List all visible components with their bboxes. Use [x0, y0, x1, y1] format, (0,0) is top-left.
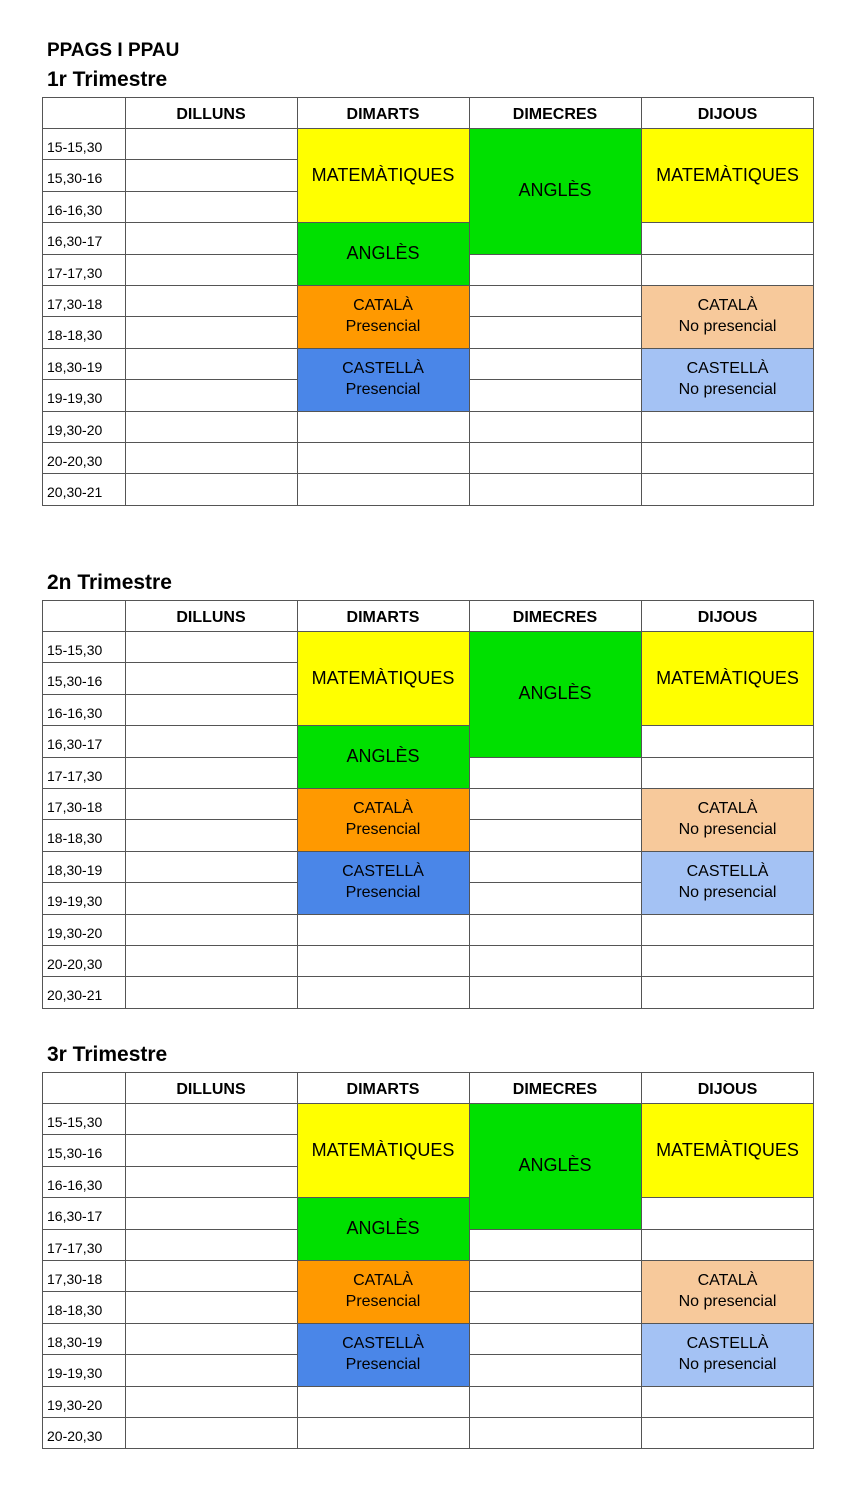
grid-line	[469, 1072, 470, 1449]
subject-label: MATEMÀTIQUES	[656, 1139, 799, 1160]
grid-line	[469, 1354, 641, 1355]
subject-label: ANGLÈS	[346, 1218, 420, 1239]
grid-line	[469, 1417, 641, 1418]
grid-line	[297, 1417, 469, 1418]
subject-label: CASTELLÀ	[342, 1335, 424, 1353]
grid-line	[42, 600, 814, 601]
grid-line	[125, 600, 126, 1009]
grid-line	[641, 600, 642, 1009]
grid-line	[42, 882, 125, 883]
time-slot-label: 20,30-21	[47, 484, 103, 500]
grid-line	[297, 285, 469, 286]
grid-line	[42, 662, 125, 663]
subject-label: CASTELLÀ	[342, 360, 424, 378]
grid-line	[125, 473, 297, 474]
grid-line	[42, 914, 125, 915]
grid-line	[125, 191, 297, 192]
trimester-title: 3r Trimestre	[47, 1043, 168, 1066]
time-slot-label: 15-15,30	[47, 139, 103, 155]
grid-line	[469, 442, 641, 443]
grid-line	[42, 1417, 125, 1418]
grid-line	[125, 694, 297, 695]
grid-line	[297, 1323, 469, 1324]
grid-line	[297, 1386, 469, 1387]
subject-block	[469, 1103, 641, 1229]
grid-line	[641, 1229, 814, 1230]
subject-block	[297, 1103, 469, 1197]
grid-line	[125, 254, 297, 255]
subject-block	[641, 788, 814, 851]
subject-label: No presencial	[678, 821, 777, 839]
grid-line	[469, 882, 641, 883]
grid-line	[641, 222, 814, 223]
subject-label: CATALÀ	[697, 1272, 758, 1290]
day-header: DIJOUS	[697, 1081, 758, 1098]
grid-line	[125, 757, 297, 758]
grid-line	[641, 757, 814, 758]
grid-line	[125, 1260, 297, 1261]
time-slot-label: 18-18,30	[47, 327, 103, 343]
time-slot-label: 18,30-19	[47, 862, 103, 878]
subject-block	[641, 631, 814, 725]
grid-line	[469, 851, 641, 852]
subject-block	[297, 1260, 469, 1323]
subject-block	[469, 128, 641, 254]
subject-block	[641, 1323, 814, 1386]
day-header: DILLUNS	[176, 1081, 246, 1098]
grid-line	[42, 631, 814, 632]
grid-line	[42, 788, 125, 789]
trimester-title: 1r Trimestre	[47, 68, 168, 91]
grid-line	[469, 945, 641, 946]
grid-line	[125, 1072, 126, 1449]
subject-block	[641, 1260, 814, 1323]
subject-block	[641, 128, 814, 222]
grid-line	[297, 945, 469, 946]
grid-line	[42, 757, 125, 758]
grid-line	[297, 1260, 469, 1261]
subject-label: CATALÀ	[697, 800, 758, 818]
grid-line	[125, 159, 297, 160]
grid-line	[641, 285, 814, 286]
grid-line	[641, 442, 814, 443]
subject-label: ANGLÈS	[518, 180, 592, 201]
grid-line	[42, 725, 125, 726]
grid-line	[297, 411, 469, 412]
grid-line	[125, 348, 297, 349]
grid-line	[469, 1229, 641, 1230]
day-header: DIMECRES	[512, 1081, 598, 1098]
grid-line	[297, 348, 469, 349]
subject-label: ANGLÈS	[346, 243, 420, 264]
grid-line	[469, 914, 641, 915]
grid-line	[125, 411, 297, 412]
grid-line	[42, 254, 125, 255]
grid-line	[469, 285, 641, 286]
subject-label: MATEMÀTIQUES	[311, 1139, 455, 1160]
grid-line	[469, 411, 641, 412]
grid-line	[125, 97, 126, 506]
grid-line	[125, 851, 297, 852]
grid-line	[297, 725, 469, 726]
grid-line	[469, 1260, 641, 1261]
grid-line	[469, 316, 641, 317]
grid-line	[125, 1166, 297, 1167]
subject-label: No presencial	[678, 1356, 777, 1374]
grid-line	[469, 97, 470, 506]
grid-line	[42, 442, 125, 443]
grid-line	[469, 1323, 641, 1324]
time-slot-label: 18,30-19	[47, 1334, 103, 1350]
time-slot-label: 17-17,30	[47, 265, 103, 281]
grid-line	[42, 819, 125, 820]
grid-line	[641, 411, 814, 412]
day-header: DIMARTS	[346, 1081, 420, 1098]
time-slot-label: 19,30-20	[47, 925, 103, 941]
grid-line	[641, 788, 814, 789]
grid-line	[42, 473, 125, 474]
time-slot-label: 15,30-16	[47, 170, 103, 186]
grid-line	[125, 1417, 297, 1418]
grid-line	[469, 254, 641, 255]
grid-line	[42, 1166, 125, 1167]
grid-line	[125, 976, 297, 977]
grid-line	[42, 348, 125, 349]
grid-line	[297, 600, 298, 1009]
subject-label: MATEMÀTIQUES	[656, 667, 799, 688]
grid-line	[125, 882, 297, 883]
subject-block	[297, 1197, 469, 1260]
time-slot-label: 15-15,30	[47, 642, 103, 658]
grid-line	[641, 473, 814, 474]
grid-line	[125, 1354, 297, 1355]
grid-line	[42, 191, 125, 192]
grid-line	[125, 1386, 297, 1387]
grid-line	[125, 222, 297, 223]
time-slot-label: 19-19,30	[47, 1365, 103, 1381]
time-slot-label: 20-20,30	[47, 453, 103, 469]
subject-label: MATEMÀTIQUES	[311, 164, 455, 185]
grid-line	[125, 1291, 297, 1292]
subject-label: CASTELLÀ	[342, 863, 424, 881]
grid-line	[42, 1448, 814, 1449]
schedule-table	[42, 600, 814, 1009]
time-slot-label: 18,30-19	[47, 359, 103, 375]
time-slot-label: 16-16,30	[47, 202, 103, 218]
subject-label: Presencial	[345, 884, 421, 902]
grid-line	[42, 851, 125, 852]
grid-line	[469, 788, 641, 789]
grid-line	[641, 1197, 814, 1198]
subject-block	[297, 348, 469, 411]
grid-line	[297, 1197, 469, 1198]
time-slot-label: 16,30-17	[47, 233, 103, 249]
subject-label: No presencial	[678, 318, 777, 336]
grid-line	[42, 1291, 125, 1292]
grid-line	[125, 1229, 297, 1230]
grid-line	[125, 788, 297, 789]
grid-line	[297, 851, 469, 852]
grid-line	[125, 1134, 297, 1135]
trimester-title: 2n Trimestre	[47, 571, 172, 594]
grid-line	[469, 757, 641, 758]
subject-block	[641, 285, 814, 348]
grid-line	[469, 976, 641, 977]
subject-label: ANGLÈS	[518, 1155, 592, 1176]
time-slot-label: 18-18,30	[47, 830, 103, 846]
grid-line	[641, 945, 814, 946]
subject-label: Presencial	[345, 318, 421, 336]
subject-label: Presencial	[345, 381, 421, 399]
grid-line	[813, 97, 814, 506]
grid-line	[42, 945, 125, 946]
day-header: DIMARTS	[346, 106, 420, 123]
grid-line	[125, 1323, 297, 1324]
subject-label: Presencial	[345, 1356, 421, 1374]
subject-block	[297, 725, 469, 788]
subject-block	[469, 631, 641, 757]
grid-line	[42, 1008, 814, 1009]
day-header: DIMECRES	[512, 609, 598, 626]
time-slot-label: 16,30-17	[47, 1208, 103, 1224]
grid-line	[297, 442, 469, 443]
grid-line	[42, 600, 43, 1009]
time-slot-label: 18-18,30	[47, 1302, 103, 1318]
grid-line	[42, 1323, 125, 1324]
page-title: PPAGS I PPAU	[47, 40, 180, 61]
schedule-table	[42, 1072, 814, 1449]
grid-line	[42, 316, 125, 317]
subject-block	[297, 222, 469, 285]
grid-line	[42, 1260, 125, 1261]
grid-line	[42, 1072, 814, 1073]
time-slot-label: 16,30-17	[47, 736, 103, 752]
grid-line	[641, 97, 642, 506]
grid-line	[42, 1103, 814, 1104]
subject-label: CATALÀ	[353, 800, 413, 818]
subject-label: No presencial	[678, 381, 777, 399]
subject-block	[297, 631, 469, 725]
grid-line	[297, 222, 469, 223]
grid-line	[125, 819, 297, 820]
subject-block	[297, 1323, 469, 1386]
subject-block	[297, 285, 469, 348]
subject-block	[641, 348, 814, 411]
grid-line	[641, 1323, 814, 1324]
grid-line	[641, 1072, 642, 1449]
time-slot-label: 16-16,30	[47, 1177, 103, 1193]
grid-line	[641, 914, 814, 915]
grid-line	[469, 1291, 641, 1292]
time-slot-label: 17,30-18	[47, 799, 103, 815]
subject-label: No presencial	[678, 1293, 777, 1311]
subject-block	[297, 128, 469, 222]
grid-line	[813, 600, 814, 1009]
grid-line	[297, 473, 469, 474]
subject-label: ANGLÈS	[518, 683, 592, 704]
subject-label: MATEMÀTIQUES	[311, 667, 455, 688]
grid-line	[641, 254, 814, 255]
subject-label: No presencial	[678, 884, 777, 902]
grid-line	[125, 442, 297, 443]
grid-line	[125, 379, 297, 380]
grid-line	[42, 222, 125, 223]
time-slot-label: 19,30-20	[47, 1397, 103, 1413]
subject-label: CATALÀ	[697, 297, 758, 315]
grid-line	[297, 97, 298, 506]
grid-line	[42, 1386, 125, 1387]
grid-line	[297, 788, 469, 789]
grid-line	[297, 1072, 298, 1449]
day-header: DIMECRES	[512, 106, 598, 123]
grid-line	[125, 945, 297, 946]
grid-line	[42, 505, 814, 506]
grid-line	[42, 1072, 43, 1449]
grid-line	[42, 1134, 125, 1135]
subject-block	[641, 851, 814, 914]
time-slot-label: 19,30-20	[47, 422, 103, 438]
grid-line	[469, 473, 641, 474]
grid-line	[125, 316, 297, 317]
grid-line	[297, 976, 469, 977]
time-slot-label: 20-20,30	[47, 956, 103, 972]
grid-line	[469, 600, 470, 1009]
grid-line	[42, 97, 43, 506]
grid-line	[641, 348, 814, 349]
time-slot-label: 17,30-18	[47, 296, 103, 312]
time-slot-label: 15-15,30	[47, 1114, 103, 1130]
time-slot-label: 20-20,30	[47, 1428, 103, 1444]
grid-line	[469, 1386, 641, 1387]
grid-line	[125, 725, 297, 726]
grid-line	[641, 725, 814, 726]
grid-line	[641, 1260, 814, 1261]
grid-line	[641, 1417, 814, 1418]
subject-label: CATALÀ	[353, 1272, 413, 1290]
grid-line	[42, 159, 125, 160]
subject-label: CASTELLÀ	[686, 863, 769, 881]
grid-line	[813, 1072, 814, 1449]
time-slot-label: 19-19,30	[47, 893, 103, 909]
grid-line	[469, 819, 641, 820]
day-header: DIJOUS	[697, 106, 758, 123]
grid-line	[641, 1386, 814, 1387]
time-slot-label: 17-17,30	[47, 768, 103, 784]
subject-label: Presencial	[345, 821, 421, 839]
grid-line	[42, 128, 814, 129]
grid-line	[42, 1197, 125, 1198]
day-header: DILLUNS	[176, 106, 246, 123]
grid-line	[641, 976, 814, 977]
grid-line	[641, 851, 814, 852]
grid-line	[42, 976, 125, 977]
subject-block	[297, 788, 469, 851]
schedule-table	[42, 97, 814, 506]
grid-line	[125, 662, 297, 663]
time-slot-label: 15,30-16	[47, 1145, 103, 1161]
grid-line	[42, 1354, 125, 1355]
time-slot-label: 16-16,30	[47, 705, 103, 721]
time-slot-label: 20,30-21	[47, 987, 103, 1003]
grid-line	[469, 348, 641, 349]
subject-label: ANGLÈS	[346, 746, 420, 767]
grid-line	[125, 914, 297, 915]
time-slot-label: 19-19,30	[47, 390, 103, 406]
grid-line	[469, 379, 641, 380]
grid-line	[125, 1197, 297, 1198]
grid-line	[42, 411, 125, 412]
grid-line	[297, 914, 469, 915]
subject-block	[641, 1103, 814, 1197]
time-slot-label: 17-17,30	[47, 1240, 103, 1256]
day-header: DILLUNS	[176, 609, 246, 626]
subject-label: CASTELLÀ	[686, 1335, 769, 1353]
day-header: DIMARTS	[346, 609, 420, 626]
subject-label: Presencial	[345, 1293, 421, 1311]
grid-line	[42, 694, 125, 695]
grid-line	[42, 1229, 125, 1230]
grid-line	[42, 379, 125, 380]
grid-line	[125, 285, 297, 286]
grid-line	[42, 285, 125, 286]
subject-label: MATEMÀTIQUES	[656, 164, 799, 185]
day-header: DIJOUS	[697, 609, 758, 626]
subject-label: CATALÀ	[353, 297, 413, 315]
time-slot-label: 15,30-16	[47, 673, 103, 689]
subject-label: CASTELLÀ	[686, 360, 769, 378]
time-slot-label: 17,30-18	[47, 1271, 103, 1287]
grid-line	[42, 97, 814, 98]
subject-block	[297, 851, 469, 914]
